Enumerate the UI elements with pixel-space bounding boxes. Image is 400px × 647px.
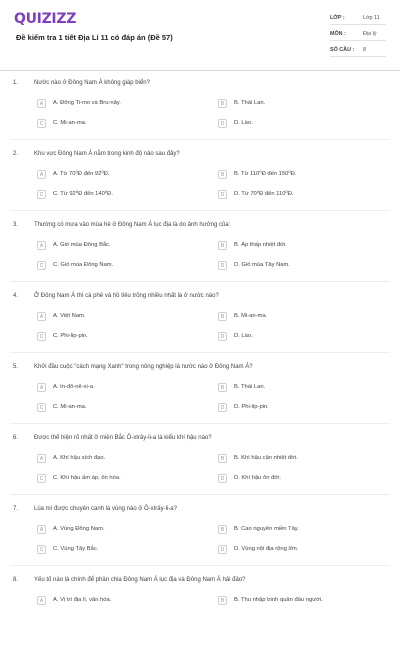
question-text: Được thể hiện rõ nhất ở miền Bắc Ô-xtrây-li-a là kiểu khí hậu nào? (34, 435, 212, 441)
option-text: C. Phi-lip-pin. (53, 333, 88, 339)
header-divider (0, 70, 400, 71)
option-letter-box[interactable]: D (218, 332, 227, 341)
question-text: Ở Đông Nam Á thì cà phê và hồ tiêu trồng nhiều nhất là ở nước nào? (34, 293, 219, 299)
answer-option-a[interactable] (37, 453, 207, 465)
answer-option-a[interactable] (37, 98, 207, 110)
option-letter-box[interactable]: D (218, 403, 227, 412)
answer-option-d[interactable] (218, 189, 388, 201)
option-text: C. Mi-an-ma. (53, 120, 87, 126)
answer-option-d[interactable] (218, 402, 388, 414)
answer-option-b[interactable] (218, 595, 388, 607)
worksheet-title: Đề kiểm tra 1 tiết Địa Lí 11 có đáp án (Đề 57) (16, 33, 173, 42)
option-letter-box[interactable]: C (37, 261, 46, 270)
meta-divider (330, 40, 386, 41)
meta-class-label: LỚP : (330, 15, 345, 21)
option-letter-box[interactable]: A (37, 99, 46, 108)
option-letter-box[interactable]: C (37, 545, 46, 554)
question-number: 3. (13, 222, 19, 228)
option-letter-box[interactable]: C (37, 190, 46, 199)
option-letter-box[interactable]: D (218, 190, 227, 199)
option-text: A. Gió mùa Đông Bắc. (53, 242, 111, 248)
answer-option-d[interactable] (218, 331, 388, 343)
option-text: A. Vùng Đông Nam. (53, 526, 105, 532)
option-letter-box[interactable]: D (218, 545, 227, 554)
worksheet-header (0, 0, 400, 70)
answer-option-c[interactable] (37, 473, 207, 485)
question-number: 6. (13, 435, 19, 441)
option-letter-box[interactable]: B (218, 99, 227, 108)
answer-option-c[interactable] (37, 189, 207, 201)
option-letter-box[interactable]: A (37, 454, 46, 463)
answer-option-a[interactable] (37, 524, 207, 536)
option-text: C. Khí hậu ấm áp, ôn hòa. (53, 475, 121, 481)
option-text: B. Thái Lan. (234, 384, 266, 390)
quizizz-logo[interactable]: QUIZIZZ (14, 11, 77, 27)
option-text: B. Thu nhập bình quân đầu người. (234, 597, 323, 603)
option-text: B. Khí hậu cận nhiệt đới. (234, 455, 298, 461)
option-text: C. Gió mùa Đông Nam. (53, 262, 114, 268)
question-text: Nước nào ở Đông Nam Á không giáp biển? (34, 80, 150, 86)
option-letter-box[interactable]: A (37, 241, 46, 250)
meta-class-value: Lớp 11 (363, 15, 380, 21)
option-letter-box[interactable]: B (218, 170, 227, 179)
option-letter-box[interactable]: A (37, 525, 46, 534)
option-letter-box[interactable]: D (218, 261, 227, 270)
option-letter-box[interactable]: A (37, 170, 46, 179)
option-letter-box[interactable]: A (37, 596, 46, 605)
option-text: A. Từ 70⁰Đ đến 92⁰Đ. (53, 171, 110, 177)
question-text: Lúa mì được chuyên canh là vùng nào ở Ô-xtrây-li-a? (34, 506, 177, 512)
option-text: B. Áp thấp nhiệt đới. (234, 242, 287, 248)
option-letter-box[interactable]: C (37, 332, 46, 341)
answer-option-c[interactable] (37, 402, 207, 414)
option-text: D. Lào. (234, 120, 253, 126)
meta-divider (330, 56, 386, 57)
option-letter-box[interactable]: B (218, 596, 227, 605)
option-text: A. Việt Nam. (53, 313, 86, 319)
option-text: C. Từ 92⁰Đ đến 140⁰Đ. (53, 191, 113, 197)
question-divider (10, 281, 390, 282)
answer-option-c[interactable] (37, 331, 207, 343)
option-letter-box[interactable]: B (218, 241, 227, 250)
option-text: A. Khí hậu xích đạo. (53, 455, 106, 461)
option-text: D. Khí hậu ôn đới. (234, 475, 281, 481)
answer-option-b[interactable] (218, 98, 388, 110)
option-text: D. Lào. (234, 333, 253, 339)
option-letter-box[interactable]: C (37, 119, 46, 128)
meta-subject-label: MÔN : (330, 31, 346, 37)
option-letter-box[interactable]: D (218, 474, 227, 483)
option-text: D. Gió mùa Tây Nam. (234, 262, 290, 268)
question-number: 7. (13, 506, 19, 512)
meta-count-label: SỐ CÂU : (330, 47, 355, 53)
question-divider (10, 210, 390, 211)
question-number: 8. (13, 577, 19, 583)
answer-option-b[interactable] (218, 240, 388, 252)
option-text: D. Phi-lip-pin. (234, 404, 269, 410)
question-divider (10, 494, 390, 495)
option-letter-box[interactable]: B (218, 383, 227, 392)
answer-option-b[interactable] (218, 524, 388, 536)
answer-option-d[interactable] (218, 544, 388, 556)
question-number: 2. (13, 151, 19, 157)
option-letter-box[interactable]: C (37, 474, 46, 483)
question-number: 5. (13, 364, 19, 370)
question-text: Yếu tố nào là chính để phân chia Đông Nam Á lục địa và Đông Nam Á hải đảo? (34, 577, 246, 583)
answer-option-b[interactable] (218, 382, 388, 394)
answer-option-a[interactable] (37, 240, 207, 252)
option-text: D. Vùng nội địa rộng lớn. (234, 546, 299, 552)
answer-option-b[interactable] (218, 169, 388, 181)
meta-count-value: 8 (363, 47, 366, 53)
question-text: Khu vực Đông Nam Á nằm trong kinh độ nào sau đây? (34, 151, 180, 157)
option-letter-box[interactable]: C (37, 403, 46, 412)
question-text: Thường có mưa vào mùa hè ở Đông Nam Á lục địa là do ảnh hưởng của: (34, 222, 231, 228)
option-text: A. In-đô-nê-xi-a. (53, 384, 95, 390)
answer-option-d[interactable] (218, 473, 388, 485)
question-item (0, 577, 400, 647)
question-number: 4. (13, 293, 19, 299)
option-letter-box[interactable]: B (218, 454, 227, 463)
answer-option-c[interactable] (37, 260, 207, 272)
option-letter-box[interactable]: A (37, 383, 46, 392)
option-text: C. Mi-an-ma. (53, 404, 87, 410)
option-letter-box[interactable]: D (218, 119, 227, 128)
answer-option-a[interactable] (37, 169, 207, 181)
answer-option-d[interactable] (218, 118, 388, 130)
meta-divider (330, 24, 386, 25)
answer-option-b[interactable] (218, 311, 388, 323)
answer-option-a[interactable] (37, 595, 207, 607)
answer-option-c[interactable] (37, 544, 207, 556)
option-text: C. Vùng Tây Bắc. (53, 546, 99, 552)
question-divider (10, 565, 390, 566)
option-text: B. Mi-an-ma. (234, 313, 268, 319)
option-text: D. Từ 70⁰Đ đến 110⁰Đ. (234, 191, 294, 197)
option-letter-box[interactable]: B (218, 525, 227, 534)
meta-subject-value: Địa lý (363, 31, 377, 37)
question-number: 1. (13, 80, 19, 86)
option-text: B. Thái Lan. (234, 100, 266, 106)
question-divider (10, 139, 390, 140)
option-letter-box[interactable]: B (218, 312, 227, 321)
answer-option-c[interactable] (37, 118, 207, 130)
option-text: B. Cao nguyên miền Tây. (234, 526, 299, 532)
answer-option-b[interactable] (218, 453, 388, 465)
question-divider (10, 352, 390, 353)
answer-option-d[interactable] (218, 260, 388, 272)
option-letter-box[interactable]: A (37, 312, 46, 321)
option-text: A. Đông Ti-mo và Bru-nây. (53, 100, 121, 106)
question-text: Khởi đầu cuộc "cách mạng Xanh" trong nông nghiệp là nước nào ở Đông Nam Á? (34, 364, 253, 370)
answer-option-a[interactable] (37, 311, 207, 323)
option-text: A. Vị trí địa lí, văn hóa. (53, 597, 112, 603)
option-text: B. Từ 110⁰Đ đến 150⁰Đ. (234, 171, 297, 177)
question-divider (10, 423, 390, 424)
answer-option-a[interactable] (37, 382, 207, 394)
